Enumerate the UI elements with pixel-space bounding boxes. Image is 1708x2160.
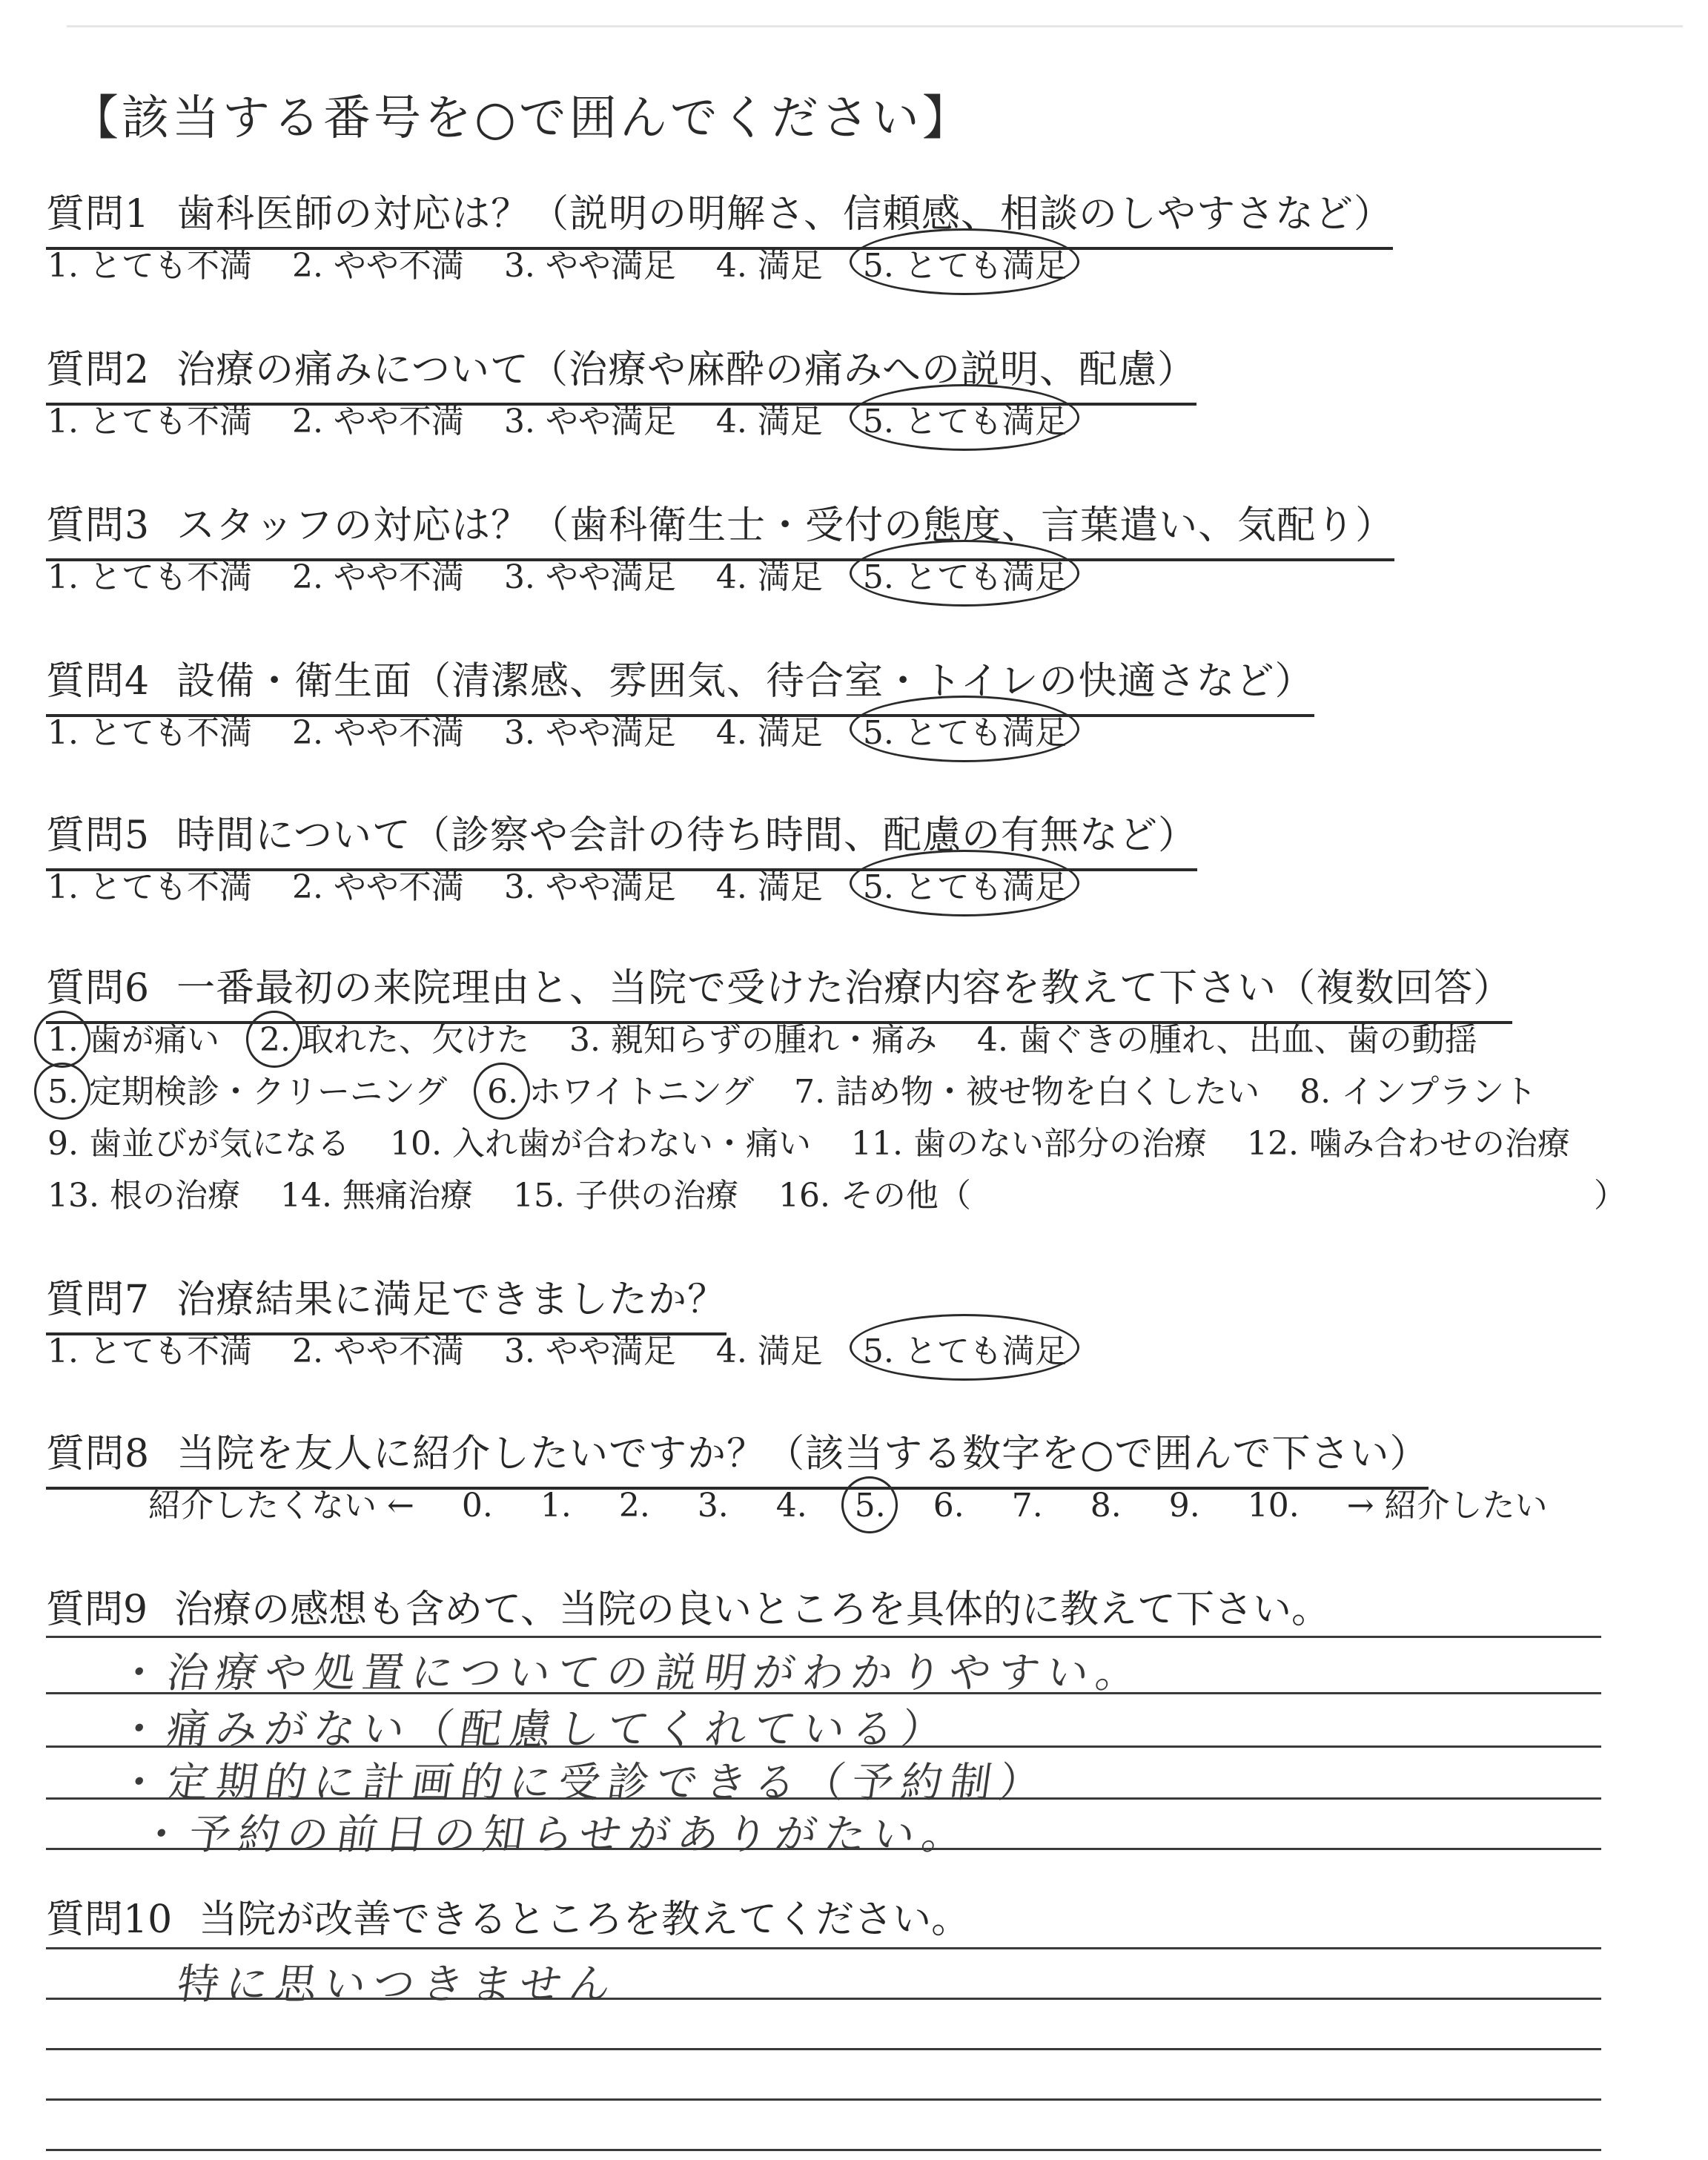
q6-option-7[interactable]: 詰め物・被せ物を白くしたい: [835, 1073, 1260, 1111]
option-4[interactable]: 4. 満足: [715, 714, 823, 752]
option-1[interactable]: 1. とても不満: [47, 868, 252, 906]
answer-line: [46, 1947, 1601, 1949]
q2-options: [47, 394, 1097, 442]
q5-options: [47, 860, 1097, 908]
option-2[interactable]: 2. やや不満: [291, 868, 464, 906]
option-1[interactable]: 1. とても不満: [47, 1332, 252, 1370]
option-5-circled[interactable]: 5. とても満足: [863, 394, 1068, 442]
option-2[interactable]: 2. やや不満: [291, 1332, 464, 1370]
q6-option-4-number[interactable]: 4.: [976, 1021, 1008, 1059]
q6-option-13-number[interactable]: 13.: [47, 1177, 99, 1215]
answer-line: [46, 2149, 1601, 2151]
option-5-circled[interactable]: 5. とても満足: [863, 706, 1068, 753]
q6-option-8[interactable]: インプラント: [1341, 1073, 1537, 1111]
q6-option-2[interactable]: 取れた、欠けた: [300, 1021, 529, 1059]
option-4[interactable]: 4. 満足: [715, 558, 823, 596]
scale-6[interactable]: 6.: [933, 1487, 964, 1525]
option-2[interactable]: 2. やや不満: [291, 403, 464, 440]
question-text: 歯科医師の対応は？（説明の明解さ、信頼感、相談のしやすさなど）: [176, 192, 1394, 237]
option-1[interactable]: 1. とても不満: [47, 403, 252, 440]
page-title: 【該当する番号を○で囲んでください】: [71, 91, 973, 146]
question-9: [46, 1578, 1330, 1634]
scale-2[interactable]: 2.: [618, 1487, 650, 1525]
answer-line: [46, 2048, 1601, 2050]
q6-option-16-number[interactable]: 16.: [778, 1177, 830, 1215]
question-number: 質問10: [46, 1898, 173, 1942]
q6-option-13[interactable]: 根の治療: [109, 1177, 240, 1215]
question-text: 当院を友人に紹介したいですか？（該当する数字を○で囲んで下さい）: [176, 1432, 1429, 1476]
option-4[interactable]: 4. 満足: [715, 868, 823, 906]
q6-option-12[interactable]: 噛み合わせの治療: [1308, 1125, 1570, 1163]
question-text: 当院が改善できるところを教えてください。: [199, 1898, 970, 1942]
question-number: 質問9: [46, 1588, 148, 1632]
q6-option-9[interactable]: 歯並びが気になる: [88, 1125, 350, 1163]
scale-0[interactable]: 0.: [461, 1487, 493, 1525]
option-3[interactable]: 3. やや満足: [503, 714, 676, 752]
question-10: [46, 1888, 970, 1943]
q6-option-15[interactable]: 子供の治療: [575, 1177, 738, 1215]
q6-option-14-number[interactable]: 14.: [279, 1177, 332, 1215]
q6-option-7-number[interactable]: 7.: [794, 1073, 826, 1111]
q10-handwritten-answer: 特に思いつきません: [173, 1961, 621, 2009]
option-3[interactable]: 3. やや満足: [503, 558, 676, 596]
q6-option-4[interactable]: 歯ぐきの腫れ、出血、歯の動揺: [1018, 1021, 1477, 1059]
q6-option-10[interactable]: 入れ歯が合わない・痛い: [451, 1125, 811, 1163]
q6-option-3-number[interactable]: 3.: [569, 1021, 600, 1059]
q6-option-8-number[interactable]: 8.: [1300, 1073, 1331, 1111]
question-text: 治療結果に満足できましたか？: [176, 1278, 727, 1322]
q6-option-1-number-circled[interactable]: 1.: [47, 1021, 79, 1059]
scale-1[interactable]: 1.: [540, 1487, 572, 1525]
question-text: 設備・衛生面（清潔感、雰囲気、待合室・トイレの快適さなど）: [176, 659, 1314, 704]
option-3[interactable]: 3. やや満足: [503, 403, 676, 440]
q6-option-11-number[interactable]: 11.: [850, 1125, 903, 1163]
q6-option-1[interactable]: 歯が痛い: [88, 1021, 219, 1059]
q6-option-6-number-circled[interactable]: 6.: [487, 1073, 519, 1111]
scale-4[interactable]: 4.: [775, 1487, 807, 1525]
option-3[interactable]: 3. やや満足: [503, 247, 676, 285]
q3-options: [47, 550, 1097, 598]
q1-options: [47, 239, 1097, 286]
q6-option-5-number-circled[interactable]: 5.: [47, 1073, 79, 1111]
scale-9[interactable]: 9.: [1168, 1487, 1200, 1525]
q9-handwritten-answer-4: ・予約の前日の知らせがありがたい。: [136, 1811, 975, 1859]
q6-other-close-paren: ）: [1594, 1177, 1626, 1215]
option-1[interactable]: 1. とても不満: [47, 558, 252, 596]
option-5-circled[interactable]: 5. とても満足: [863, 1324, 1068, 1372]
q6-option-5[interactable]: 定期検診・クリーニング: [88, 1073, 448, 1111]
question-number: 質問8: [46, 1432, 150, 1476]
q9-handwritten-answer-3: ・定期的に計画的に受診できる（予約制）: [114, 1759, 1051, 1807]
q6-option-15-number[interactable]: 15.: [512, 1177, 565, 1215]
question-text: スタッフの対応は？（歯科衛生士・受付の態度、言葉遣い、気配り）: [176, 503, 1395, 548]
q6-row-1: [47, 1013, 1507, 1060]
option-4[interactable]: 4. 満足: [715, 1332, 823, 1370]
q9-handwritten-answer-1: ・治療や処置についての説明がわかりやすい。: [114, 1649, 1148, 1697]
q7-options: [47, 1324, 1097, 1372]
option-3[interactable]: 3. やや満足: [503, 1332, 676, 1370]
scale-3[interactable]: 3.: [697, 1487, 729, 1525]
option-4[interactable]: 4. 満足: [715, 403, 823, 440]
scale-10[interactable]: 10.: [1247, 1487, 1300, 1525]
top-rule: [67, 25, 1683, 27]
q6-row-3: [47, 1117, 1600, 1164]
option-1[interactable]: 1. とても不満: [47, 714, 252, 752]
option-4[interactable]: 4. 満足: [715, 247, 823, 285]
question-text: 時間について（診察や会計の待ち時間、配慮の有無など）: [176, 813, 1198, 858]
option-3[interactable]: 3. やや満足: [503, 868, 676, 906]
question-number: 質問5: [46, 813, 150, 858]
scale-7[interactable]: 7.: [1011, 1487, 1043, 1525]
q6-row-4: [47, 1169, 1001, 1216]
answer-line: [46, 1636, 1601, 1638]
q6-option-10-number[interactable]: 10.: [389, 1125, 442, 1163]
option-1[interactable]: 1. とても不満: [47, 247, 252, 285]
q6-option-11[interactable]: 歯のない部分の治療: [913, 1125, 1207, 1163]
q6-option-3[interactable]: 親知らずの腫れ・痛み: [610, 1021, 937, 1059]
question-text: 治療の痛みについて（治療や麻酔の痛みへの説明、配慮）: [176, 348, 1197, 392]
q6-option-14[interactable]: 無痛治療: [342, 1177, 473, 1215]
scale-8[interactable]: 8.: [1090, 1487, 1122, 1525]
q8-scale: [148, 1479, 1585, 1526]
question-number: 質問3: [46, 503, 150, 548]
question-number: 質問7: [46, 1278, 150, 1322]
scale-left-label: 紹介したくない ←: [148, 1487, 414, 1525]
q6-option-12-number[interactable]: 12.: [1246, 1125, 1299, 1163]
q6-option-2-number-circled[interactable]: 2.: [259, 1021, 291, 1059]
option-2[interactable]: 2. やや不満: [291, 247, 464, 285]
option-2[interactable]: 2. やや不満: [291, 558, 464, 596]
q9-handwritten-answer-2: ・痛みがない（配慮してくれている）: [114, 1705, 953, 1754]
option-5-circled[interactable]: 5. とても満足: [863, 239, 1068, 286]
option-5-circled[interactable]: 5. とても満足: [863, 860, 1068, 908]
question-number: 質問6: [46, 966, 150, 1011]
option-5-circled[interactable]: 5. とても満足: [863, 550, 1068, 598]
question-number: 質問1: [46, 192, 150, 237]
question-text: 一番最初の来院理由と、当院で受けた治療内容を教えて下さい（複数回答）: [176, 966, 1513, 1011]
q6-row-2: [47, 1065, 1566, 1112]
question-text: 治療の感想も含めて、当院の良いところを具体的に教えて下さい。: [174, 1588, 1331, 1632]
scale-5-circled[interactable]: 5.: [854, 1487, 886, 1525]
q4-options: [47, 706, 1097, 753]
option-2[interactable]: 2. やや不満: [291, 714, 464, 752]
scale-right-label: → 紹介したい: [1346, 1487, 1548, 1525]
q6-option-9-number[interactable]: 9.: [47, 1125, 79, 1163]
question-number: 質問2: [46, 348, 150, 392]
q6-option-16[interactable]: その他（: [840, 1177, 971, 1215]
question-number: 質問4: [46, 659, 150, 704]
q6-option-6[interactable]: ホワイトニング: [529, 1073, 755, 1111]
answer-line: [46, 2098, 1601, 2101]
